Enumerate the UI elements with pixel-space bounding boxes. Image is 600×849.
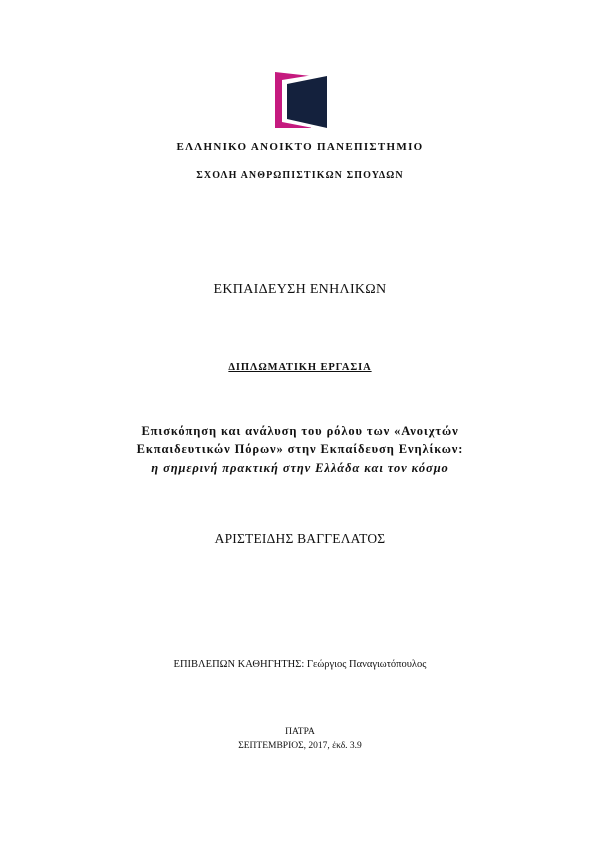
city: ΠΑΤΡΑ [285,727,315,737]
supervisor-line: ΕΠΙΒΛΕΠΩΝ ΚΑΘΗΓΗΤΗΣ: Γεώργιος Παναγιωτόπουλος [173,659,427,670]
author-name: ΑΡΙΣΤΕΙΔΗΣ ΒΑΓΓΕΛΑΤΟΣ [214,531,386,546]
thesis-title-line-2: Εκπαιδευτικών Πόρων» στην Εκπαίδευση Ενηλίκων: [136,442,464,456]
thesis-subtitle: η σημερινή πρακτική στην Ελλάδα και τον κόσμο [151,461,449,475]
university-name: ΕΛΛΗΝΙΚΟ ΑΝΟΙΚΤΟ ΠΑΝΕΠΙΣΤΗΜΙΟ [176,141,424,153]
thesis-type: ΔΙΠΛΩΜΑΤΙΚΗ ΕΡΓΑΣΙΑ [228,362,372,373]
date-version: ΣΕΠΤΕΜΒΡΙΟΣ, 2017, έκδ. 3.9 [238,741,362,751]
school-name: ΣΧΟΛΗ ΑΝΘΡΩΠΙΣΤΙΚΩΝ ΣΠΟΥΔΩΝ [196,170,404,181]
program-name: ΕΚΠΑΙΔΕΥΣΗ ΕΝΗΛΙΚΩΝ [213,282,387,297]
university-logo-icon [275,72,327,128]
thesis-title-line-1: Επισκόπηση και ανάλυση του ρόλου των «Ανοιχτών [141,424,459,438]
logo-navy-shape [287,76,327,128]
